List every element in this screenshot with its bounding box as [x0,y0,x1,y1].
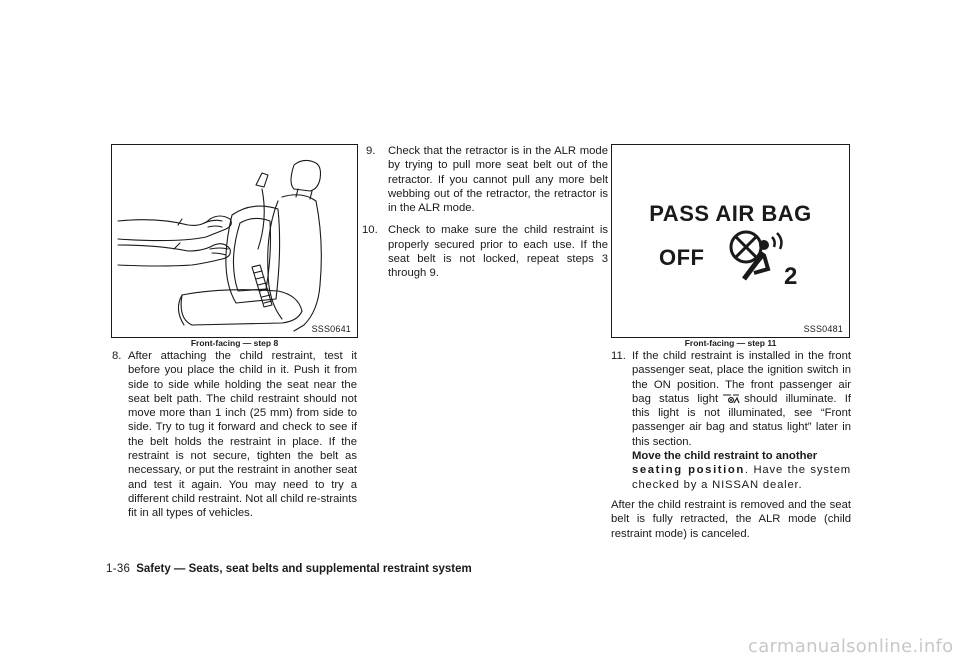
icon-digit: 2 [784,263,798,290]
step-number: 8. [112,350,122,362]
section-title: Safety — Seats, seat belts and supplemental restraint system [136,563,472,575]
step-number: 9. [366,145,376,157]
step-text: If the child restraint is installed in the front passenger seat, place the ignition switch in the ON position. The front passenger air bag status light [632,350,851,405]
step-number: 10. [362,224,378,237]
figure-caption: Front-facing — step 8 [190,338,279,348]
child-seat-illustration [112,145,357,337]
figure-child-seat [111,144,358,338]
step-9 [362,144,608,215]
middle-column [362,144,608,281]
bold-instruction: Move the child restraint to another [632,450,818,463]
step-11 [611,349,851,492]
step-text: After attaching the child restraint, test it before you place the child in it. Push it from side to side while holding the seat near the seat belt path. The child restraint should not move more than 1 inch (25 mm) from side to side. Try to tug it forward and check to see if the belt holds the restraint in place. If the restraint is not secure, tighten the belt as necessary, or put the restraint in another seat and test it again. You may need to try a different child restraint. Not all child re-straints fit in all types of vehicles. [128,350,357,520]
right-column [611,349,851,541]
watermark-link[interactable]: carmanualsonline.info [748,636,954,657]
step-text: Check that the retractor is in the ALR mode by trying to pull more seat belt out of the retractor. If you cannot pull any more belt webbing out of the retractor, the retractor is in the ALR mode. [388,145,608,215]
step-text: Check to make sure the child restraint is properly secured prior to each use. If the seat belt is not locked, repeat steps 3 through 9. [388,224,608,280]
figure-code: SSS0641 [311,324,351,334]
figure-airbag-light [611,144,850,338]
step-number: 11. [611,350,626,362]
step-text-cont: should illuminate. If this light is not illuminated, see “Front passenger air bag and status light” later in this section. [632,392,851,448]
figure-code: SSS0481 [803,324,843,334]
figure-caption: Front-facing — step 11 [684,338,777,348]
bold-instruction-cont: seating position [632,464,745,477]
step-10 [362,223,608,280]
dealer-note: . Have the system checked by a NISSAN dealer. [632,464,851,491]
after-paragraph: After the child restraint is removed and the seat belt is fully retracted, the ALR mode (child restraint mode) is canceled. [611,498,851,540]
page-number: 1-36 [106,563,131,575]
step-8 [112,349,357,521]
pass-air-bag-label: PASS AIR BAG [649,201,812,226]
page-footer [106,563,472,575]
passenger-airbag-status-icon [722,392,740,404]
off-label: OFF [659,245,705,270]
